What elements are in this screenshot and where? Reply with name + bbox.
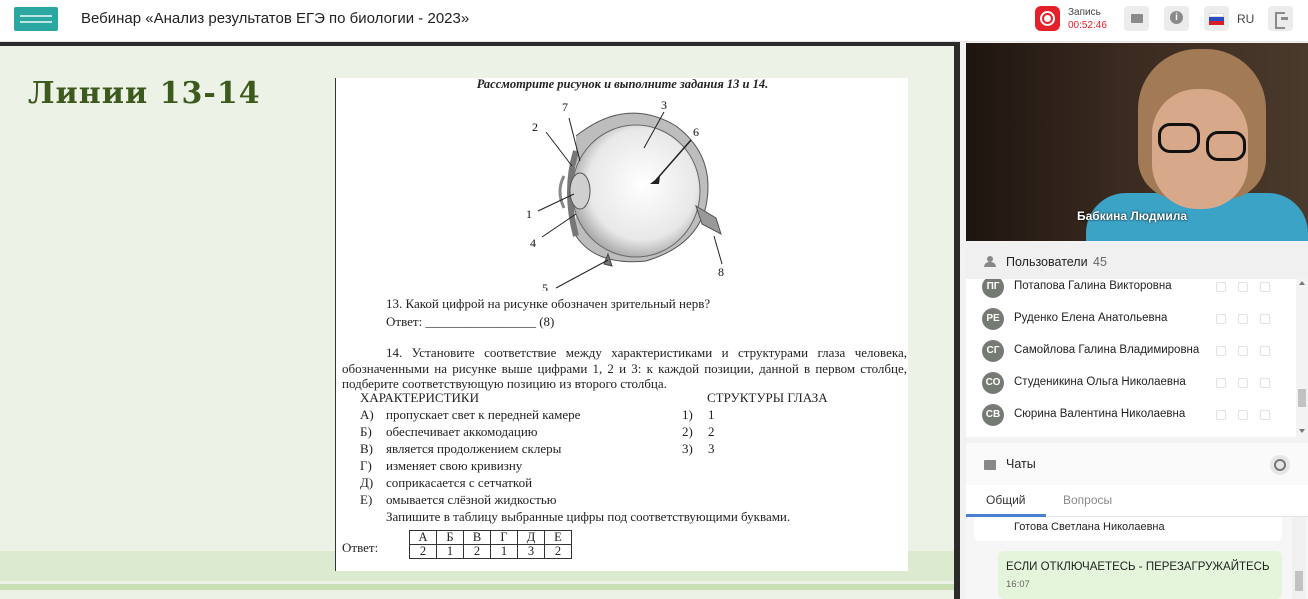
language-label[interactable]: RU: [1237, 12, 1255, 26]
slide: [0, 46, 954, 599]
user-row[interactable]: [966, 279, 1296, 303]
characteristic-item: В) является продолжением склеры: [360, 441, 562, 456]
users-list: [966, 279, 1296, 437]
answer-letter: Е: [545, 531, 572, 545]
answer-value: 1: [437, 545, 464, 559]
slide-band-line: [0, 584, 954, 590]
structure-item: 1) 1: [682, 407, 715, 422]
flag-ru-icon[interactable]: [1204, 6, 1229, 31]
avatar: СВ: [982, 404, 1004, 426]
user-name: Самойлова Галина Владимировна: [1014, 344, 1200, 356]
chat-icon[interactable]: [1238, 314, 1248, 324]
folder-icon[interactable]: [1124, 6, 1149, 31]
users-title: Пользователи: [1006, 255, 1088, 269]
webinar-title: Вебинар «Анализ результатов ЕГЭ по биологии - 2023»: [81, 10, 470, 27]
chat-icon[interactable]: [1238, 346, 1248, 356]
users-scrollbar[interactable]: [1296, 279, 1308, 437]
user-name: Студеникина Ольга Николаевна: [1014, 376, 1186, 388]
chats-header[interactable]: [966, 443, 1308, 485]
answer-letter: Б: [437, 531, 464, 545]
characteristic-item: Б) обеспечивает аккомодацию: [360, 424, 538, 439]
exit-icon[interactable]: [1268, 6, 1293, 31]
screen-icon[interactable]: [1260, 410, 1270, 420]
diagram-label-6: 6: [693, 125, 699, 139]
avatar: СО: [982, 372, 1004, 394]
scroll-down-icon[interactable]: [1299, 429, 1305, 433]
answer-label: Ответ:: [342, 540, 379, 555]
user-name: Потапова Галина Викторовна: [1014, 280, 1172, 292]
answer-value: 3: [518, 545, 545, 559]
characteristic-item: Е) омывается слёзной жидкостью: [360, 492, 557, 507]
chat-bubble-icon: [984, 460, 996, 470]
diagram-label-4: 4: [530, 236, 536, 250]
chat-message: [974, 517, 1282, 541]
tab-general[interactable]: Общий: [986, 493, 1026, 507]
users-header[interactable]: [966, 243, 1308, 279]
mic-icon[interactable]: [1216, 346, 1226, 356]
screen-icon[interactable]: [1260, 346, 1270, 356]
answer-table: [409, 530, 572, 559]
gear-icon[interactable]: [1270, 455, 1290, 475]
chat-message: [998, 551, 1282, 599]
users-icon: [982, 256, 998, 266]
task-header: Рассмотрите рисунок и выполните задания 13 и 14.: [476, 77, 769, 91]
screen-icon[interactable]: [1260, 378, 1270, 388]
tab-questions[interactable]: Вопросы: [1063, 493, 1113, 507]
avatar: РЕ: [982, 308, 1004, 330]
message-time: 16:07: [1006, 579, 1030, 590]
avatar: ПГ: [982, 279, 1004, 298]
diagram-label-3: 3: [661, 98, 667, 112]
chat-scrollbar[interactable]: [1292, 517, 1306, 599]
user-name: Сюрина Валентина Николаевна: [1014, 408, 1186, 420]
structure-item: 2) 2: [682, 424, 715, 439]
mic-icon[interactable]: [1216, 282, 1226, 292]
instruction-text: Запишите в таблицу выбранные цифры под соответствующими буквами.: [386, 509, 791, 524]
answer-letter: А: [410, 531, 437, 545]
users-panel: [966, 243, 1308, 437]
answer-letter: Д: [518, 531, 545, 545]
diagram-label-1: 1: [526, 207, 532, 221]
record-label: Запись: [1068, 7, 1101, 18]
answer-value: 2: [410, 545, 437, 559]
speaker-name: Бабкина Людмила: [1077, 209, 1188, 223]
chats-panel: [966, 443, 1308, 599]
record-icon[interactable]: [1035, 6, 1060, 31]
eye-diagram: [516, 96, 736, 291]
answer-letter: В: [464, 531, 491, 545]
message-text: ЕСЛИ ОТКЛЮЧАЕТЕСЬ - ПЕРЕЗАГРУЖАЙТЕСЬ: [1006, 561, 1270, 573]
chat-icon[interactable]: [1238, 282, 1248, 292]
scroll-thumb[interactable]: [1295, 571, 1303, 591]
structures-header: СТРУКТУРЫ ГЛАЗА: [707, 390, 828, 405]
chat-tabs: [966, 485, 1308, 517]
screen-icon[interactable]: [1260, 282, 1270, 292]
slide-title: Линии 13-14: [28, 76, 261, 111]
characteristic-item: Г) изменяет свою кривизну: [360, 458, 523, 473]
answer-13: Ответ: _________________ (8): [386, 314, 555, 329]
diagram-label-2: 2: [532, 120, 538, 134]
users-count: 45: [1093, 255, 1107, 269]
answer-letter: Г: [491, 531, 518, 545]
record-time: 00:52:46: [1068, 20, 1107, 31]
user-row[interactable]: [966, 399, 1296, 431]
characteristic-item: Д) соприкасается с сетчаткой: [360, 475, 533, 490]
answer-value: 2: [464, 545, 491, 559]
answer-value: 2: [545, 545, 572, 559]
characteristics-header: ХАРАКТЕРИСТИКИ: [360, 390, 479, 405]
mic-icon[interactable]: [1216, 410, 1226, 420]
task-document: [335, 78, 908, 571]
diagram-label-8: 8: [718, 265, 724, 279]
diagram-label-7: 7: [562, 100, 568, 114]
top-bar: [0, 0, 1308, 42]
diagram-label-5: 5: [542, 281, 548, 291]
user-row[interactable]: [966, 335, 1296, 367]
scroll-up-icon[interactable]: [1299, 281, 1305, 285]
question-14: 14. Установите соответствие между характеристиками и структурами глаза человека, обозначенными на рисунке выше цифрами 1, 2 и 3: к каждой позиции, данной в первом столбце, подберите соответствующую позицию из второго столбца.: [342, 345, 907, 391]
mic-icon[interactable]: [1216, 378, 1226, 388]
characteristic-item: А) пропускает свет к передней камере: [360, 407, 581, 422]
chat-icon[interactable]: [1238, 378, 1248, 388]
chats-title: Чаты: [1006, 457, 1036, 471]
scroll-thumb[interactable]: [1298, 389, 1306, 407]
question-13: 13. Какой цифрой на рисунке обозначен зрительный нерв?: [386, 296, 711, 311]
structure-item: 3) 3: [682, 441, 715, 456]
screen-icon[interactable]: [1260, 314, 1270, 324]
message-author: Готова Светлана Николаевна: [1014, 521, 1165, 533]
user-name: Руденко Елена Анатольевна: [1014, 312, 1168, 324]
info-icon[interactable]: [1164, 6, 1189, 31]
mic-icon[interactable]: [1216, 314, 1226, 324]
user-row[interactable]: [966, 303, 1296, 335]
logo-icon[interactable]: [14, 7, 58, 31]
answer-value: 1: [491, 545, 518, 559]
avatar: СГ: [982, 340, 1004, 362]
chat-icon[interactable]: [1238, 410, 1248, 420]
user-row[interactable]: [966, 367, 1296, 399]
